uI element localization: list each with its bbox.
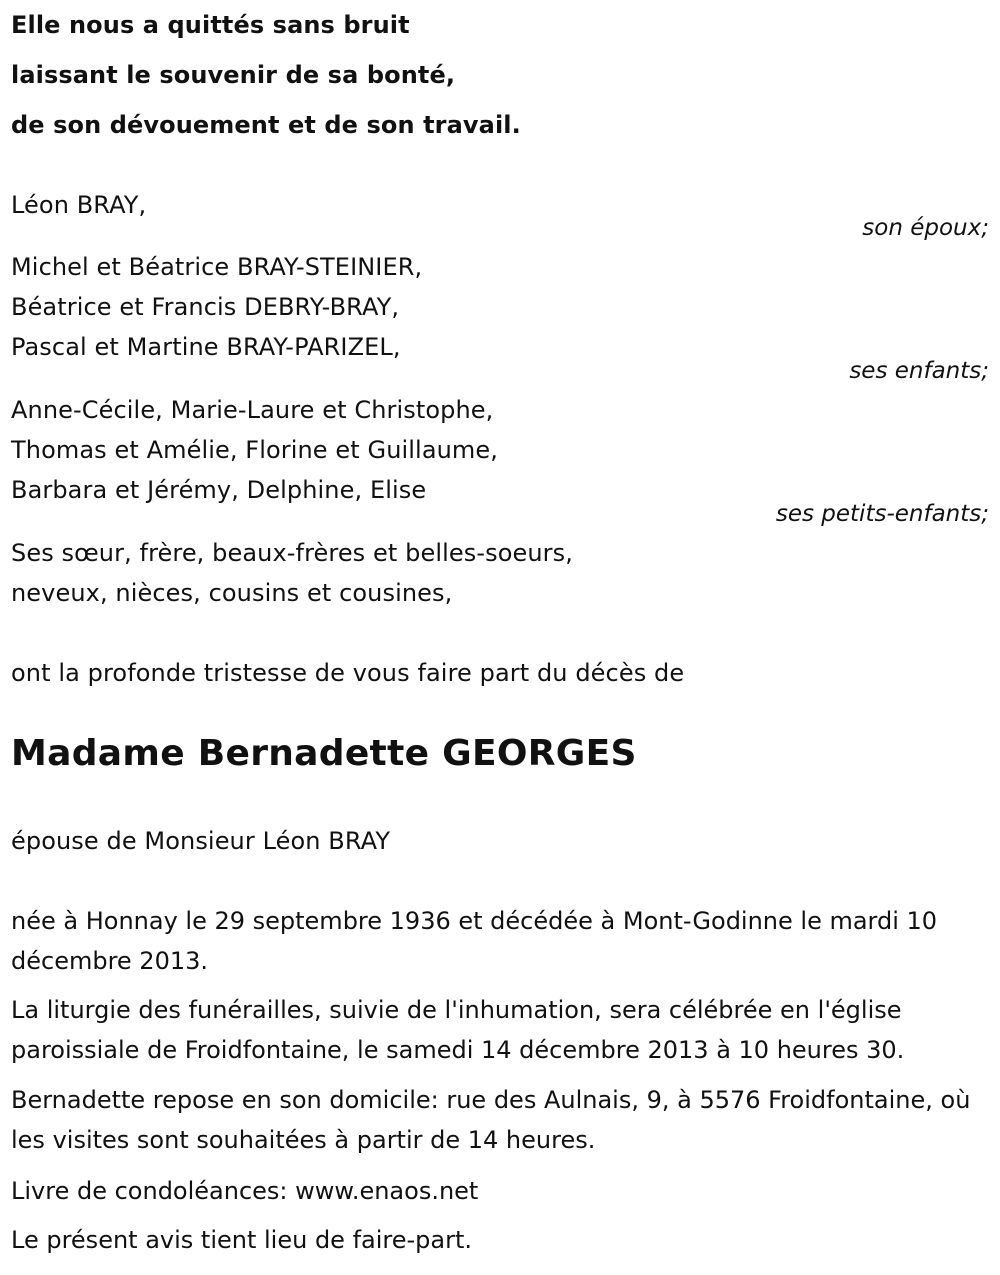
motto-line-3: de son dévouement et de son travail. — [11, 111, 521, 139]
funeral-paragraph: La liturgie des funérailles, suivie de l'inhumation, sera célébrée en l'église paroissiale de Froidfontaine, le samedi 14 décembre 2013 à 10 heures 30. — [11, 996, 905, 1064]
grandchild-line-1: Anne-Cécile, Marie-Laure et Christophe, — [11, 396, 494, 424]
condolences-text: Livre de condoléances: www.enaos.net — [11, 1177, 479, 1205]
child-line-2: Béatrice et Francis DEBRY-BRAY, — [11, 293, 400, 321]
grandchild-line-3: Barbara et Jérémy, Delphine, Elise — [11, 476, 427, 504]
visitation-paragraph: Bernadette repose en son domicile: rue des Aulnais, 9, à 5576 Froidfontaine, où les visites sont souhaitées à partir de 14 heures. — [11, 1086, 971, 1154]
motto-line-2: laissant le souvenir de sa bonté, — [11, 61, 456, 89]
child-line-1: Michel et Béatrice BRAY-STEINIER, — [11, 253, 423, 281]
announcement-text: ont la profonde tristesse de vous faire part du décès de — [11, 659, 685, 687]
motto-line-1: Elle nous a quittés sans bruit — [11, 11, 410, 39]
family-line-2: neveux, nièces, cousins et cousines, — [11, 579, 453, 607]
notice-text: Le présent avis tient lieu de faire-part. — [11, 1226, 473, 1254]
child-line-3: Pascal et Martine BRAY-PARIZEL, — [11, 333, 401, 361]
children-role: ses enfants; — [849, 358, 989, 384]
deceased-name: Madame Bernadette GEORGES — [11, 733, 637, 774]
birth-death-paragraph: née à Honnay le 29 septembre 1936 et décédée à Mont-Godinne le mardi 10 décembre 2013. — [11, 907, 938, 975]
obituary-notice — [11, 0, 989, 1275]
spouse-name: Léon BRAY, — [11, 191, 147, 219]
spouse-role: son époux; — [862, 215, 989, 241]
spouse-of-text: épouse de Monsieur Léon BRAY — [11, 827, 391, 855]
grandchildren-role: ses petits-enfants; — [775, 501, 989, 527]
grandchild-line-2: Thomas et Amélie, Florine et Guillaume, — [11, 436, 499, 464]
family-line-1: Ses sœur, frère, beaux-frères et belles-soeurs, — [11, 539, 573, 567]
